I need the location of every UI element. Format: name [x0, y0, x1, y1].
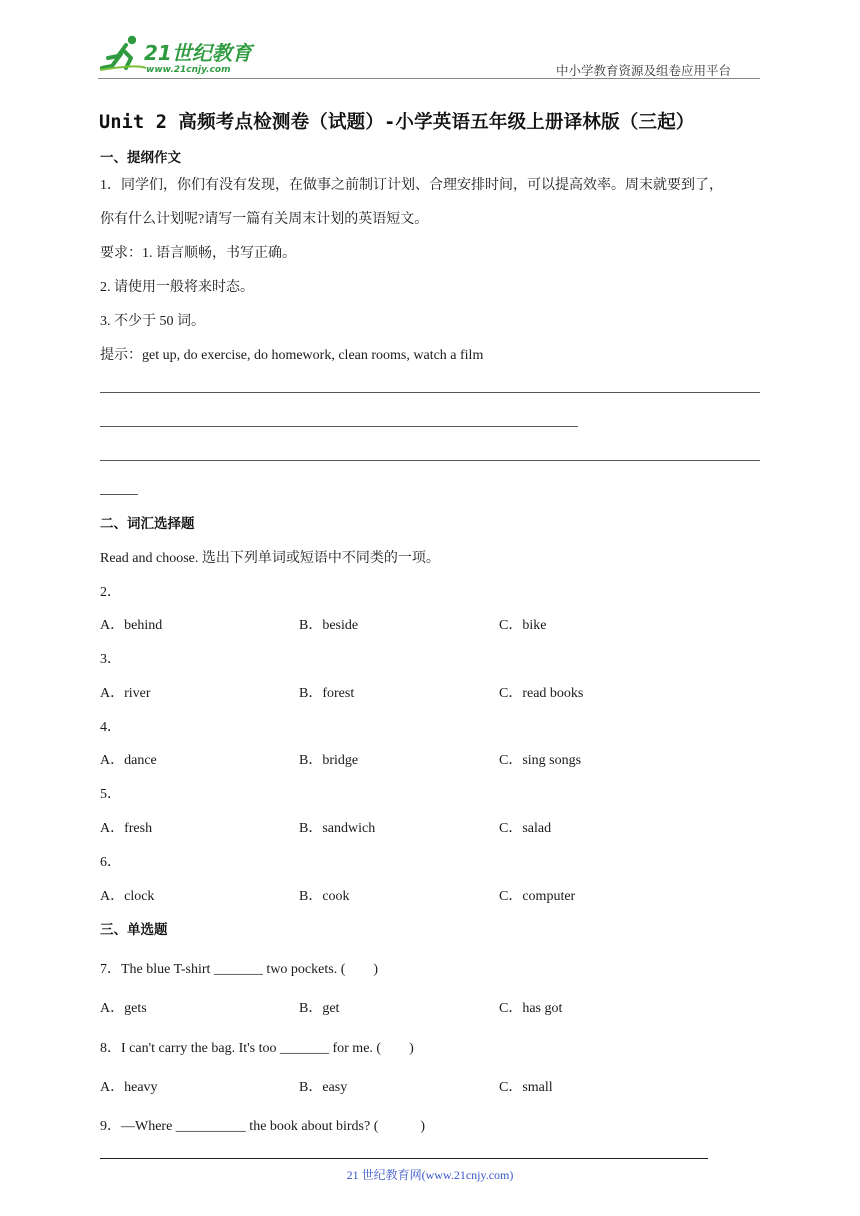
question-number: 2． [100, 585, 121, 600]
page-title: Unit 2 高频考点检测卷（试题）-小学英语五年级上册译林版（三起） [99, 112, 695, 133]
question-number: 6． [100, 855, 121, 870]
option-b: B．cook [299, 889, 350, 904]
answer-line [100, 460, 760, 461]
option-b: B．forest [299, 686, 355, 701]
section2-instruction: Read and choose. 选出下列单词或短语中不同类的一项。 [100, 551, 440, 566]
question-number: 4． [100, 720, 121, 735]
footer-link[interactable]: 21 世纪教育网(www.21cnjy.com) [346, 1168, 514, 1182]
question-stem: 8．I can't carry the bag. It's too _______ for me. ( ) [100, 1041, 414, 1056]
question-number: 5． [100, 787, 121, 802]
logo-text: 21世纪教育 [144, 41, 252, 65]
option-c: C．has got [499, 1001, 563, 1016]
option-c: C．bike [499, 618, 547, 633]
option-b: B．get [299, 1001, 340, 1016]
option-a: A．dance [100, 753, 157, 768]
option-a: A．gets [100, 1001, 147, 1016]
footer-divider [100, 1158, 708, 1159]
option-a: A．heavy [100, 1080, 158, 1095]
answer-line [100, 392, 760, 393]
question-number: 3． [100, 652, 121, 667]
site-logo [96, 34, 266, 76]
option-c: C．salad [499, 821, 552, 836]
runner-icon [100, 36, 146, 70]
answer-line [100, 426, 578, 427]
logo-url: www.21cnjy.com [146, 65, 231, 75]
option-c: C．computer [499, 889, 576, 904]
option-b: B．easy [299, 1080, 348, 1095]
option-a: A．fresh [100, 821, 153, 836]
q1-hint: 提示：get up, do exercise, do homework, clean rooms, watch a film [100, 348, 484, 363]
section-heading-1: 一、提纲作文 [100, 150, 181, 166]
q1-requirement-3: 3. 不少于 50 词。 [100, 314, 205, 329]
question-stem: 7．The blue T-shirt _______ two pockets. ( ) [100, 962, 379, 977]
answer-line [100, 494, 138, 495]
q1-text-line2: 你有什么计划呢?请写一篇有关周末计划的英语短文。 [100, 212, 429, 227]
q1-requirement-2: 2. 请使用一般将来时态。 [100, 280, 254, 295]
option-a: A．river [100, 686, 151, 701]
option-a: A．clock [100, 889, 155, 904]
section-heading-2: 二、词汇选择题 [100, 516, 195, 532]
header-platform-text: 中小学教育资源及组卷应用平台 [556, 64, 732, 78]
option-b: B．sandwich [299, 821, 376, 836]
option-c: C．small [499, 1080, 553, 1095]
section-heading-3: 三、单选题 [100, 922, 168, 938]
option-b: B．beside [299, 618, 359, 633]
q1-text-line1: 1．同学们，你们有没有发现，在做事之前制订计划、合理安排时间，可以提高效率。周末就要到了， [100, 178, 723, 193]
header-divider [98, 78, 760, 79]
option-c: C．read books [499, 686, 584, 701]
option-c: C．sing songs [499, 753, 582, 768]
option-a: A．behind [100, 618, 163, 633]
q1-requirement-1: 要求：1. 语言顺畅，书写正确。 [100, 246, 296, 261]
question-stem: 9．—Where __________ the book about birds? ( ) [100, 1119, 426, 1134]
option-b: B．bridge [299, 753, 359, 768]
